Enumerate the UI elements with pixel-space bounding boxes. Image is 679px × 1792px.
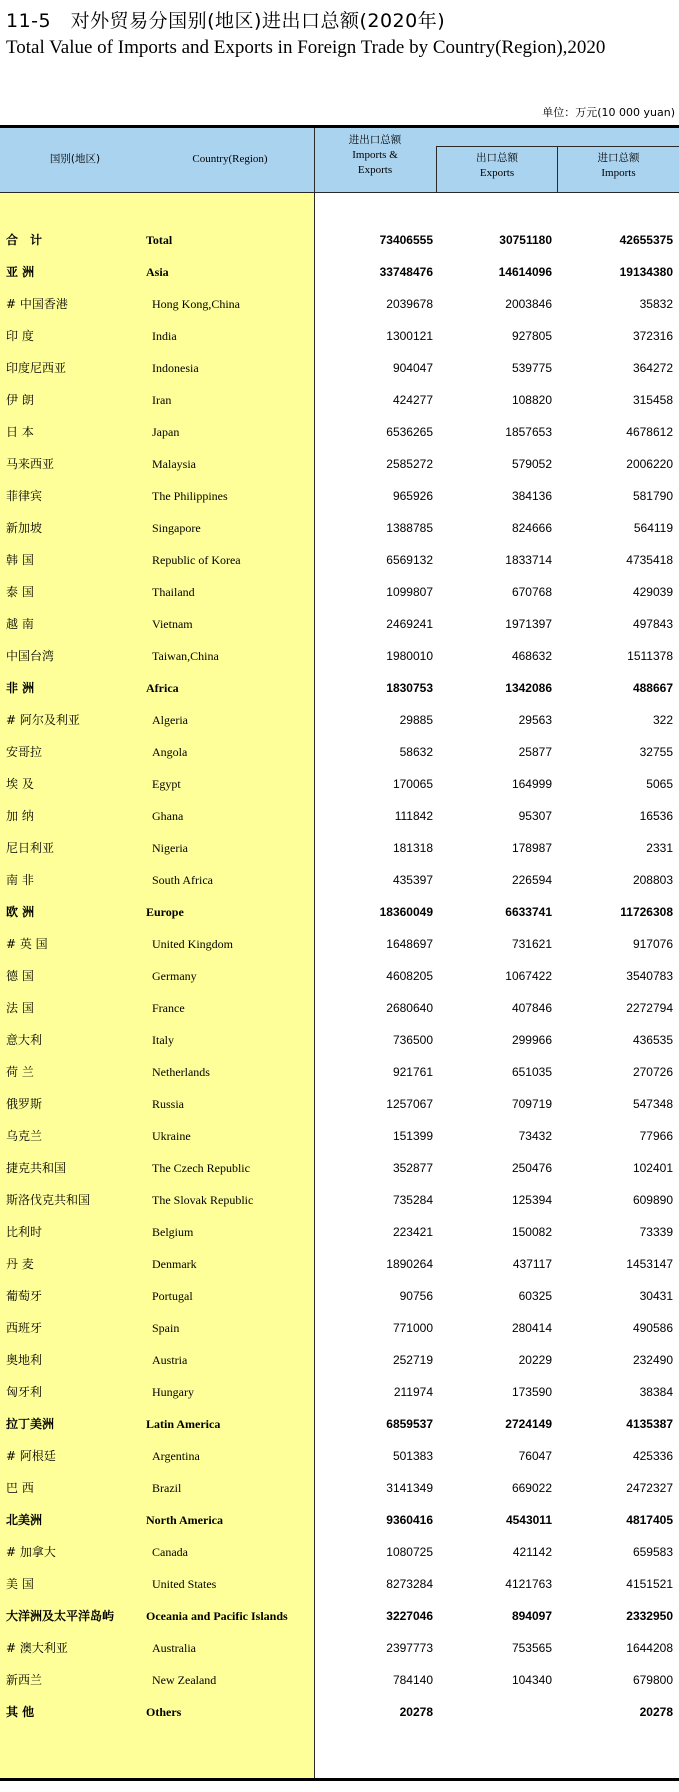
imports-value: 2472327 [626, 1481, 673, 1495]
table-title-chinese: 11-5 对外贸易分国别(地区)进出口总额(2020年) [6, 10, 446, 32]
exports-value: 178987 [511, 841, 552, 855]
exports-value: 2724149 [505, 1417, 552, 1431]
imports-exports-value: 771000 [392, 1321, 433, 1335]
country-name-en: Russia [152, 1097, 185, 1111]
country-name-en: New Zealand [152, 1673, 217, 1687]
table-row [0, 1344, 679, 1376]
exports-value: 651035 [511, 1065, 552, 1079]
country-name-cn: 荷 兰 [6, 1065, 34, 1079]
exports-value: 29563 [518, 713, 552, 727]
unit-note: 单位：万元(10 000 yuan) [542, 106, 675, 119]
header-exports-en: Exports [479, 167, 515, 179]
imports-exports-value: 1648697 [386, 937, 433, 951]
imports-value: 4817405 [626, 1513, 673, 1527]
country-name-cn: # 澳大利亚 [6, 1641, 68, 1655]
country-name-cn: 韩 国 [6, 553, 34, 567]
imports-exports-value: 2585272 [386, 457, 433, 471]
country-name-en: Indonesia [152, 361, 199, 375]
imports-exports-value: 111842 [394, 809, 433, 823]
imports-value: 490586 [632, 1321, 673, 1335]
table-row [0, 704, 679, 736]
imports-exports-value: 252719 [392, 1353, 433, 1367]
table-row [0, 1312, 679, 1344]
exports-value: 73432 [518, 1129, 552, 1143]
imports-value: 208803 [632, 873, 673, 887]
imports-exports-value: 6569132 [386, 553, 433, 567]
exports-value: 1833714 [505, 553, 552, 567]
imports-exports-value: 4608205 [386, 969, 433, 983]
imports-exports-value: 211974 [393, 1385, 433, 1399]
table-row [0, 512, 679, 544]
country-name-cn: # 中国香港 [6, 297, 68, 311]
imports-value: 2006220 [626, 457, 673, 471]
imports-exports-value: 921761 [392, 1065, 433, 1079]
table-row [0, 1632, 679, 1664]
imports-exports-value: 29885 [399, 713, 433, 727]
country-name-en: Hong Kong,China [152, 297, 240, 311]
imports-value: 1453147 [626, 1257, 673, 1271]
country-name-en: Europe [146, 905, 184, 919]
imports-value: 679800 [632, 1673, 673, 1687]
header-imports-en: Imports [601, 167, 636, 179]
table-row [0, 1216, 679, 1248]
imports-value: 32755 [639, 745, 673, 759]
country-name-cn: 加 纳 [6, 809, 34, 823]
country-name-en: Thailand [152, 585, 195, 599]
country-name-cn: 捷克共和国 [6, 1161, 67, 1175]
table-row [0, 320, 679, 352]
imports-value: 497843 [632, 617, 673, 631]
country-name-cn: 马来西亚 [6, 457, 55, 471]
table-row [0, 896, 679, 928]
imports-value: 429039 [632, 585, 673, 599]
exports-value: 407846 [511, 1001, 552, 1015]
table-row [0, 1408, 679, 1440]
country-name-cn: 意大利 [6, 1033, 43, 1047]
country-name-cn: 匈牙利 [6, 1385, 43, 1399]
exports-value: 709719 [511, 1097, 552, 1111]
exports-value: 108820 [511, 393, 552, 407]
country-name-en: Brazil [152, 1481, 182, 1495]
country-name-en: Africa [146, 681, 179, 695]
imports-value: 488667 [632, 681, 673, 695]
country-name-en: Hungary [152, 1385, 194, 1399]
imports-exports-value: 33748476 [379, 265, 433, 279]
imports-exports-value: 20278 [399, 1705, 433, 1719]
country-name-en: United Kingdom [152, 937, 233, 951]
imports-value: 16536 [639, 809, 673, 823]
table-row [0, 1152, 679, 1184]
table-row [0, 1472, 679, 1504]
exports-value: 927805 [511, 329, 552, 343]
exports-value: 280414 [511, 1321, 552, 1335]
exports-value: 579052 [511, 457, 552, 471]
country-name-cn: 葡萄牙 [6, 1289, 43, 1303]
country-name-en: Egypt [152, 777, 181, 791]
country-name-cn: 印度尼西亚 [6, 361, 67, 375]
imports-value: 42655375 [619, 233, 673, 247]
imports-value: 38384 [639, 1385, 673, 1399]
country-name-cn: 亚 洲 [6, 265, 35, 279]
table-row [0, 1504, 679, 1536]
imports-value: 364272 [632, 361, 673, 375]
country-name-en: The Slovak Republic [152, 1193, 254, 1207]
imports-value: 232490 [632, 1353, 673, 1367]
country-name-cn: 泰 国 [6, 585, 34, 599]
country-name-en: Canada [152, 1545, 188, 1559]
country-name-en: Algeria [152, 713, 188, 727]
imports-value: 35832 [639, 297, 673, 311]
country-name-en: Singapore [152, 521, 201, 535]
table-row [0, 224, 679, 256]
table-row [0, 416, 679, 448]
imports-value: 547348 [632, 1097, 673, 1111]
table-row [0, 768, 679, 800]
imports-value: 73339 [639, 1225, 673, 1239]
imports-exports-value: 151399 [392, 1129, 433, 1143]
country-name-cn: 乌克兰 [6, 1129, 43, 1143]
table-row [0, 736, 679, 768]
country-name-en: Spain [152, 1321, 180, 1335]
exports-value: 2003846 [505, 297, 552, 311]
header-exports-cn: 出口总额 [476, 152, 518, 164]
country-name-cn: 非 洲 [6, 681, 35, 695]
country-name-en: Belgium [152, 1225, 194, 1239]
imports-value: 322 [652, 713, 673, 727]
imports-value: 102401 [632, 1161, 673, 1175]
table-row [0, 1088, 679, 1120]
table-row [0, 1376, 679, 1408]
imports-value: 4678612 [626, 425, 673, 439]
imports-exports-value: 1890264 [386, 1257, 433, 1271]
table-row [0, 864, 679, 896]
country-name-cn: 越 南 [6, 617, 34, 631]
header-total-en-2: Exports [357, 164, 393, 176]
exports-value: 894097 [511, 1609, 552, 1623]
country-name-cn: 美 国 [6, 1577, 34, 1591]
imports-exports-value: 6859537 [386, 1417, 433, 1431]
imports-value: 5065 [646, 777, 673, 791]
imports-value: 1511378 [627, 649, 673, 663]
country-name-cn: 拉丁美洲 [6, 1417, 55, 1431]
imports-value: 564119 [633, 521, 673, 535]
country-name-en: Latin America [146, 1417, 221, 1431]
exports-value: 437117 [512, 1257, 552, 1271]
table-row [0, 1056, 679, 1088]
country-name-en: Malaysia [152, 457, 196, 471]
table-row [0, 640, 679, 672]
table-row [0, 1664, 679, 1696]
imports-value: 19134380 [619, 265, 673, 279]
imports-exports-value: 1257067 [386, 1097, 433, 1111]
country-name-en: Oceania and Pacific Islands [146, 1609, 288, 1623]
table-row [0, 1536, 679, 1568]
exports-value: 421142 [512, 1545, 552, 1559]
exports-value: 20229 [518, 1353, 552, 1367]
table-row [0, 384, 679, 416]
country-name-cn: 新西兰 [6, 1673, 43, 1687]
imports-exports-value: 6536265 [386, 425, 433, 439]
exports-value: 4543011 [505, 1513, 552, 1527]
imports-exports-value: 3141349 [386, 1481, 433, 1495]
imports-exports-value: 2469241 [386, 617, 433, 631]
imports-exports-value: 784140 [392, 1673, 433, 1687]
imports-exports-value: 424277 [392, 393, 433, 407]
imports-exports-value: 58632 [399, 745, 433, 759]
country-name-cn: 欧 洲 [6, 905, 35, 919]
exports-value: 753565 [511, 1641, 552, 1655]
imports-value: 609890 [632, 1193, 673, 1207]
country-name-en: Australia [152, 1641, 196, 1655]
imports-exports-value: 2039678 [386, 297, 433, 311]
country-name-cn: # 阿根廷 [6, 1449, 56, 1463]
table-row [0, 1568, 679, 1600]
country-name-en: Others [146, 1705, 182, 1719]
country-name-cn: 比利时 [6, 1225, 43, 1239]
country-name-cn: 日 本 [6, 425, 34, 439]
exports-value: 164999 [511, 777, 552, 791]
imports-exports-value: 1080725 [386, 1545, 433, 1559]
country-name-cn: 北美洲 [6, 1513, 43, 1527]
imports-value: 3540783 [626, 969, 673, 983]
exports-value: 384136 [511, 489, 552, 503]
country-name-cn: 菲律宾 [6, 489, 43, 503]
imports-value: 581790 [632, 489, 673, 503]
imports-exports-value: 1388785 [386, 521, 433, 535]
exports-value: 60325 [518, 1289, 552, 1303]
country-name-en: The Czech Republic [152, 1161, 250, 1175]
imports-exports-value: 18360049 [379, 905, 433, 919]
imports-exports-value: 3227046 [386, 1609, 433, 1623]
imports-value: 4735418 [626, 553, 673, 567]
table-row [0, 448, 679, 480]
exports-value: 30751180 [499, 233, 552, 247]
country-name-en: Ukraine [152, 1129, 191, 1143]
country-name-en: United States [152, 1577, 217, 1591]
country-name-en: South Africa [152, 873, 213, 887]
country-name-cn: 尼日利亚 [6, 841, 55, 855]
country-name-cn: 德 国 [6, 969, 34, 983]
imports-exports-value: 736500 [392, 1033, 433, 1047]
exports-value: 670768 [511, 585, 552, 599]
table-bottom-rule [0, 1778, 679, 1781]
imports-exports-value: 170065 [392, 777, 433, 791]
country-name-cn: 中国台湾 [6, 649, 55, 663]
exports-value: 4121763 [505, 1577, 552, 1591]
country-name-en: Portugal [152, 1289, 193, 1303]
country-name-en: Netherlands [152, 1065, 210, 1079]
imports-exports-value: 735284 [392, 1193, 433, 1207]
country-name-en: Taiwan,China [152, 649, 219, 663]
country-name-en: Ghana [152, 809, 184, 823]
country-name-cn: 安哥拉 [6, 745, 43, 759]
imports-value: 425336 [632, 1449, 673, 1463]
exports-value: 1857653 [505, 425, 552, 439]
country-name-cn: 俄罗斯 [6, 1097, 43, 1111]
imports-exports-value: 8273284 [386, 1577, 433, 1591]
exports-value: 824666 [511, 521, 552, 535]
imports-exports-value: 1980010 [386, 649, 433, 663]
exports-value: 14614096 [498, 265, 552, 279]
country-name-en: North America [146, 1513, 223, 1527]
exports-value: 468632 [511, 649, 552, 663]
country-name-cn: 其 他 [6, 1705, 35, 1719]
imports-exports-value: 9360416 [386, 1513, 433, 1527]
table-row [0, 1600, 679, 1632]
country-name-cn: # 加拿大 [6, 1545, 56, 1559]
country-name-cn: 巴 西 [6, 1481, 34, 1495]
table-row [0, 992, 679, 1024]
country-name-cn: 印 度 [6, 329, 34, 343]
country-name-en: Republic of Korea [152, 553, 241, 567]
header-country-en: Country(Region) [192, 153, 268, 165]
country-name-en: Asia [146, 265, 169, 279]
table-row [0, 576, 679, 608]
imports-exports-value: 2680640 [386, 1001, 433, 1015]
imports-exports-value: 223421 [392, 1225, 433, 1239]
country-name-cn: 合 计 [6, 233, 43, 247]
country-name-en: France [152, 1001, 185, 1015]
exports-value: 25877 [518, 745, 552, 759]
exports-value: 1971397 [505, 617, 552, 631]
imports-value: 2272794 [626, 1001, 673, 1015]
table-row [0, 672, 679, 704]
country-name-cn: 奥地利 [6, 1353, 43, 1367]
table-row [0, 608, 679, 640]
imports-value: 4151521 [626, 1577, 673, 1591]
table-row [0, 480, 679, 512]
imports-value: 372316 [632, 329, 673, 343]
exports-value: 539775 [511, 361, 552, 375]
exports-value: 299966 [511, 1033, 552, 1047]
exports-value: 731621 [511, 937, 552, 951]
imports-exports-value: 90756 [399, 1289, 433, 1303]
exports-value: 226594 [511, 873, 552, 887]
table-title-english: Total Value of Imports and Exports in Foreign Trade by Country(Region),2020 [6, 37, 606, 58]
table-row [0, 256, 679, 288]
exports-value: 1342086 [505, 681, 552, 695]
imports-value: 270726 [632, 1065, 673, 1079]
exports-value: 76047 [518, 1449, 552, 1463]
table-row [0, 1248, 679, 1280]
country-name-cn: 丹 麦 [6, 1257, 34, 1271]
header-country-cn: 国别(地区) [49, 153, 101, 165]
country-name-cn: 西班牙 [6, 1321, 43, 1335]
header-total-en-1: Imports & [352, 149, 398, 161]
exports-value: 6633741 [505, 905, 552, 919]
exports-value: 150082 [511, 1225, 552, 1239]
country-name-cn: # 阿尔及利亚 [6, 713, 80, 727]
country-name-en: Germany [152, 969, 197, 983]
exports-value: 173590 [511, 1385, 552, 1399]
country-name-cn: 伊 朗 [6, 393, 34, 407]
table-row [0, 352, 679, 384]
imports-exports-value: 965926 [392, 489, 433, 503]
imports-exports-value: 435397 [392, 873, 433, 887]
imports-value: 11726308 [620, 905, 673, 919]
table-row [0, 1184, 679, 1216]
imports-exports-value: 181318 [392, 841, 433, 855]
imports-value: 1644208 [626, 1641, 673, 1655]
imports-exports-value: 501383 [392, 1449, 433, 1463]
country-name-cn: 大洋洲及太平洋岛屿 [6, 1609, 115, 1623]
table-row [0, 832, 679, 864]
table-row [0, 800, 679, 832]
table-row [0, 1696, 679, 1728]
imports-value: 659583 [632, 1545, 673, 1559]
imports-exports-value: 904047 [392, 361, 433, 375]
table-row [0, 288, 679, 320]
imports-exports-value: 1300121 [386, 329, 433, 343]
country-name-en: Nigeria [152, 841, 188, 855]
exports-value: 250476 [511, 1161, 552, 1175]
country-name-en: Austria [152, 1353, 188, 1367]
country-name-cn: 南 非 [6, 873, 34, 887]
country-name-cn: 埃 及 [6, 777, 34, 791]
country-name-cn: # 英 国 [6, 937, 48, 951]
table-row [0, 1024, 679, 1056]
table-row [0, 1120, 679, 1152]
exports-value: 669022 [511, 1481, 552, 1495]
table-row [0, 1440, 679, 1472]
country-name-en: Iran [152, 393, 172, 407]
imports-exports-value: 2397773 [386, 1641, 433, 1655]
country-name-en: India [152, 329, 177, 343]
imports-exports-value: 352877 [392, 1161, 433, 1175]
country-name-en: Angola [152, 745, 188, 759]
country-name-en: Denmark [152, 1257, 197, 1271]
country-name-cn: 新加坡 [6, 521, 43, 535]
imports-value: 436535 [632, 1033, 673, 1047]
imports-value: 2331 [646, 841, 673, 855]
imports-value: 77966 [639, 1129, 673, 1143]
header-imports-cn: 进口总额 [597, 152, 640, 164]
exports-value: 125394 [511, 1193, 552, 1207]
imports-value: 30431 [639, 1289, 673, 1303]
imports-value: 917076 [632, 937, 673, 951]
imports-exports-value: 1830753 [386, 681, 433, 695]
imports-exports-value: 73406555 [379, 233, 433, 247]
country-name-en: Argentina [152, 1449, 200, 1463]
country-name-en: Italy [152, 1033, 174, 1047]
country-name-en: The Philippines [152, 489, 228, 503]
table-row [0, 544, 679, 576]
country-name-en: Vietnam [152, 617, 193, 631]
imports-value: 2332950 [626, 1609, 673, 1623]
exports-value: 95307 [518, 809, 552, 823]
table-row [0, 928, 679, 960]
country-name-cn: 斯洛伐克共和国 [6, 1193, 91, 1207]
exports-value: 1067422 [505, 969, 552, 983]
imports-exports-value: 1099807 [386, 585, 433, 599]
header-total-cn: 进出口总额 [348, 134, 402, 146]
imports-value: 20278 [639, 1705, 673, 1719]
country-name-cn: 法 国 [6, 1001, 34, 1015]
exports-value: 104340 [511, 1673, 552, 1687]
imports-value: 4135387 [626, 1417, 673, 1431]
imports-value: 315458 [632, 393, 673, 407]
country-name-en: Japan [152, 425, 180, 439]
table-row [0, 960, 679, 992]
table-row [0, 1280, 679, 1312]
country-name-en: Total [146, 233, 173, 247]
